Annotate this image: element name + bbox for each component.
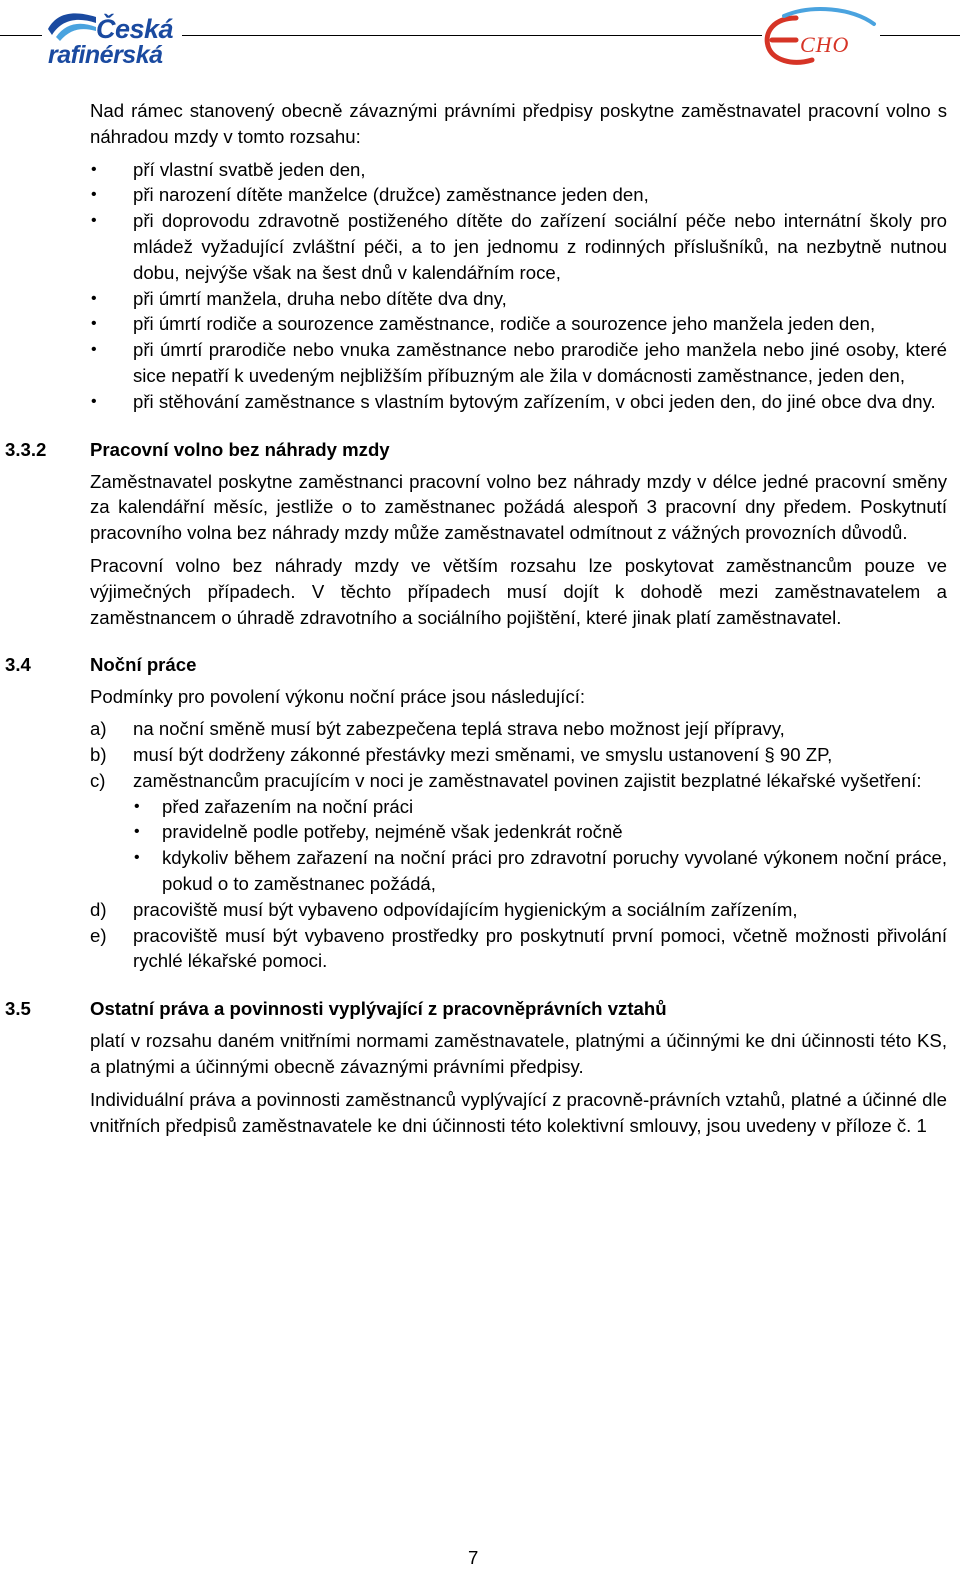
bullet-icon: • bbox=[91, 212, 97, 230]
list-item: • při úmrtí prarodiče nebo vnuka zaměstnance nebo prarodiče jeho manžela nebo jiné osoby, které sice nepatří k uvedeným nejbližším příbuzným ale žila v domácnosti zaměstnance, jeden den, bbox=[91, 339, 947, 386]
item-label: e) bbox=[90, 924, 107, 946]
item-label: c) bbox=[90, 769, 106, 791]
bullet-icon: • bbox=[91, 315, 97, 333]
logo-line-1: Česká bbox=[96, 14, 174, 44]
section-3-3-2-body bbox=[0, 469, 947, 631]
paragraph: Individuální práva a povinnosti zaměstnanců vyplývající z pracovně-právních vztahů, platné a účinné dle vnitřních předpisů zaměstnavatele ke dni účinnosti této kolektivní smlouvy, jsou uvedeny v příloze č. 1 bbox=[90, 1088, 947, 1136]
section-heading-3-3-2 bbox=[0, 437, 960, 463]
night-work-conditions-list bbox=[0, 716, 960, 974]
logo-wave-icon bbox=[46, 9, 98, 43]
section-heading-3-5 bbox=[0, 996, 960, 1022]
bullet-icon: • bbox=[134, 823, 140, 841]
header-rule-left bbox=[0, 35, 42, 36]
list-item: a) na noční směně musí být zabezpečena teplá strava nebo možnost její přípravy, bbox=[0, 716, 947, 742]
header-rule-right bbox=[880, 35, 960, 36]
ceska-rafinerska-logo bbox=[44, 9, 184, 67]
intro-paragraph bbox=[0, 98, 947, 150]
list-item: • při úmrtí manžela, druha nebo dítěte dva dny, bbox=[0, 286, 947, 312]
paragraph: Podmínky pro povolení výkonu noční práce jsou následující: bbox=[90, 686, 586, 708]
list-item: • při doprovodu zdravotně postiženého dítěte do zařízení sociální péče nebo internátní školy pro mládež vyžadující zvláštní péči, a to jen jednomu z rodinných příslušníků, na nezbytně nutnou dobu, nejvýše však na šest dnů v kalendářním roce, bbox=[91, 210, 947, 283]
list-item: • před zařazením na noční práci bbox=[0, 794, 947, 820]
section-title: Noční práce bbox=[90, 654, 197, 676]
medical-exam-sublist bbox=[0, 794, 960, 897]
section-heading-3-4 bbox=[0, 652, 960, 678]
list-item: • kdykoliv během zařazení na noční práci pro zdravotní poruchy vyvolané výkonem noční práce, pokud o to zaměstnanec požádá, bbox=[134, 847, 947, 894]
list-item: • pří vlastní svatbě jeden den, bbox=[0, 157, 947, 183]
bullet-icon: • bbox=[91, 289, 97, 307]
item-label: a) bbox=[90, 718, 107, 740]
logo-line-2: rafinérská bbox=[48, 41, 163, 69]
document-body bbox=[0, 98, 960, 1138]
bullet-icon: • bbox=[134, 849, 140, 867]
paid-leave-list bbox=[0, 157, 960, 415]
page-number: 7 bbox=[468, 1547, 479, 1568]
bullet-icon: • bbox=[134, 797, 140, 815]
echo-logo-text: CHO bbox=[800, 32, 850, 57]
item-label: d) bbox=[90, 898, 107, 920]
bullet-icon: • bbox=[91, 341, 97, 359]
bullet-icon: • bbox=[91, 160, 97, 178]
list-item: c) zaměstnancům pracujícím v noci je zaměstnavatel povinen zajistit bezplatné lékařské vyšetření: bbox=[0, 768, 947, 794]
section-title: Ostatní práva a povinnosti vyplývající z pracovněprávních vztahů bbox=[90, 998, 667, 1020]
paragraph: platí v rozsahu daném vnitřními normami zaměstnavatele, platnými a účinnými ke dni účinnosti této KS, a platnými a účinnými obecně závaznými právními předpisy. bbox=[90, 1030, 947, 1077]
item-label: b) bbox=[90, 743, 107, 765]
list-item: b) musí být dodrženy zákonné přestávky mezi směnami, ve smyslu ustanovení § 90 ZP, bbox=[0, 742, 947, 768]
list-item: • pravidelně podle potřeby, nejméně však jedenkrát ročně bbox=[0, 819, 947, 845]
section-number: 3.4 bbox=[5, 654, 31, 676]
list-item: • při stěhování zaměstnance s vlastním bytovým zařízením, v obci jeden den, do jiné obce dva dny. bbox=[0, 389, 947, 415]
bullet-icon: • bbox=[91, 186, 97, 204]
paragraph: Pracovní volno bez náhrady mzdy ve větším rozsahu lze poskytovat zaměstnancům pouze ve výjimečných případech. V těchto případech musí dojít k dohodě mezi zaměstnavatelem a zaměstnancem o úhradě zdravotního a sociálního pojištění, které jinak platí zaměstnavatel. bbox=[90, 554, 947, 628]
section-number: 3.5 bbox=[5, 998, 31, 1020]
section-3-4-intro bbox=[0, 684, 947, 710]
list-item: d) pracoviště musí být vybaveno odpovídajícím hygienickým a sociálním zařízením, bbox=[0, 897, 947, 923]
echo-logo bbox=[762, 6, 882, 72]
list-item: e) pracoviště musí být vybaveno prostředky pro poskytnutí první pomoci, včetně možnosti přivolání rychlé lékařské pomoci. bbox=[90, 924, 947, 972]
list-item: • při úmrtí rodiče a sourozence zaměstnance, rodiče a sourozence jeho manžela jeden den, bbox=[0, 311, 947, 337]
section-number: 3.3.2 bbox=[5, 438, 47, 460]
intro-text: Nad rámec stanovený obecně závaznými právními předpisy poskytne zaměstnavatel pracovní volno s náhradou mzdy v tomto rozsahu: bbox=[90, 100, 947, 147]
bullet-icon: • bbox=[91, 392, 97, 410]
section-title: Pracovní volno bez náhrady mzdy bbox=[90, 438, 390, 460]
header-rule-middle bbox=[182, 35, 762, 36]
section-3-5-body bbox=[0, 1028, 947, 1138]
paragraph: Zaměstnavatel poskytne zaměstnanci pracovní volno bez náhrady mzdy v délce jedné pracovní směny za kalendářní měsíc, jestliže o to zaměstnanec požádá alespoň 3 pracovní dny předem. Poskytnutí pracovního volna bez náhrady mzdy může zaměstnavatel odmítnout z vážných provozních důvodů. bbox=[90, 470, 947, 544]
page-header bbox=[0, 0, 960, 80]
list-item: • při narození dítěte manželce (družce) zaměstnance jeden den, bbox=[0, 182, 947, 208]
